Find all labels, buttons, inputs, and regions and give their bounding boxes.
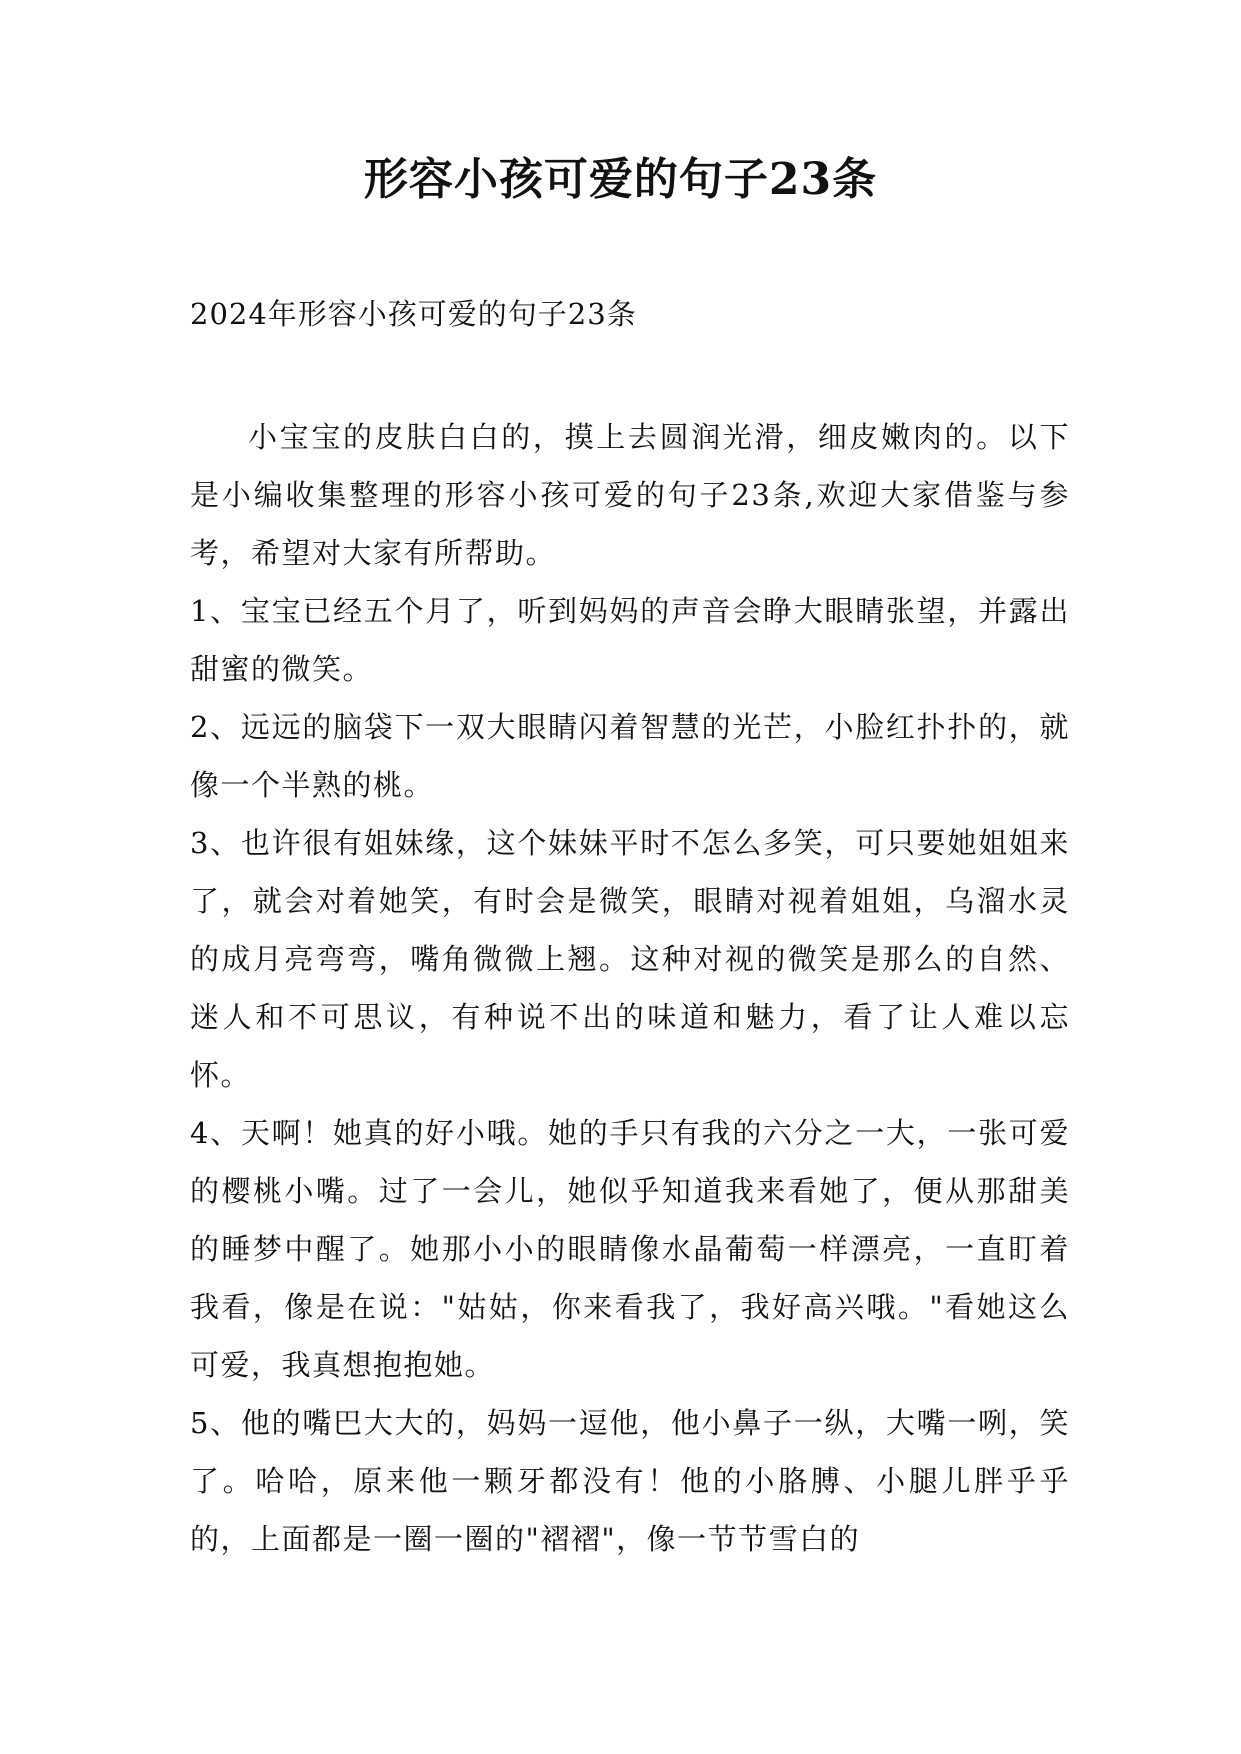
list-item: 4、天啊！她真的好小哦。她的手只有我的六分之一大，一张可爱的樱桃小嘴。过了一会儿，她似乎知道我来看她了，便从那甜美的睡梦中醒了。她那小小的眼睛像水晶葡萄一样漂亮，一直盯着我看，像是在说："姑姑，你来看我了，我好高兴哦。"看她这么可爱，我真想抱抱她。 [190,1116,1070,1382]
list-item: 1、宝宝已经五个月了，听到妈妈的声音会睁大眼睛张望，并露出甜蜜的微笑。 [190,594,1070,686]
document-body [190,408,1070,1568]
document-title: 形容小孩可爱的句子23条 [363,154,878,205]
document-subtitle: 2024年形容小孩可爱的句子23条 [190,297,637,331]
list-item: 5、他的嘴巴大大的，妈妈一逗他，他小鼻子一纵，大嘴一咧，笑了。哈哈，原来他一颗牙都没有！他的小胳膊、小腿儿胖乎乎的，上面都是一圈一圈的"褶褶"，像一节节雪白的 [190,1406,1070,1556]
list-item: 2、远远的脑袋下一双大眼睛闪着智慧的光芒，小脸红扑扑的，就像一个半熟的桃。 [190,710,1070,802]
intro-paragraph: 小宝宝的皮肤白白的，摸上去圆润光滑，细皮嫩肉的。以下是小编收集整理的形容小孩可爱的句子23条,欢迎大家借鉴与参考，希望对大家有所帮助。 [190,420,1070,570]
list-item: 3、也许很有姐妹缘，这个妹妹平时不怎么多笑，可只要她姐姐来了，就会对着她笑，有时会是微笑，眼睛对视着姐姐，乌溜水灵的成月亮弯弯，嘴角微微上翘。这种对视的微笑是那么的自然、迷人和不可思议，有种说不出的味道和魅力，看了让人难以忘怀。 [190,826,1070,1092]
